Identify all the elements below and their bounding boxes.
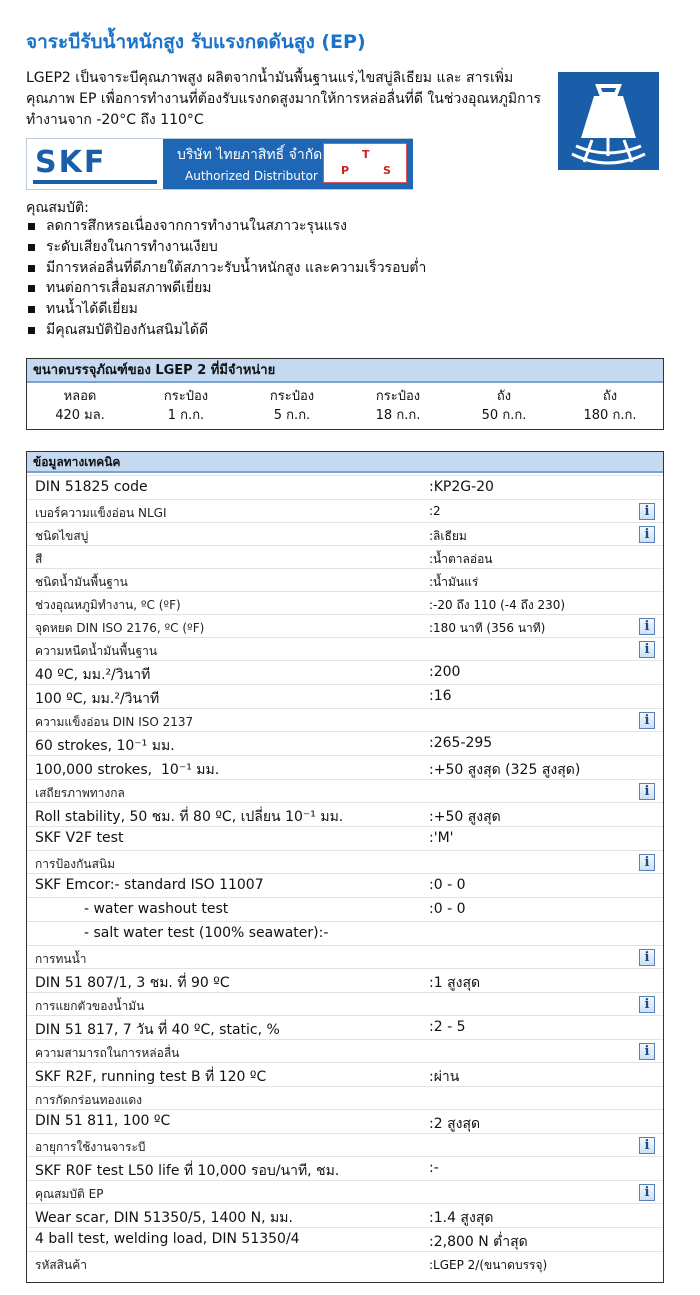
packaging-cell: [557, 383, 663, 425]
spec-heading-row: [27, 850, 663, 873]
spec-value: :KP2G-20: [429, 479, 494, 495]
spec-label: ชนิดไขสบู่: [35, 529, 89, 543]
spec-label: คุณสมบัติ EP: [35, 1187, 104, 1201]
spec-row: [27, 731, 663, 755]
spec-label: รหัสสินค้า: [35, 1258, 87, 1272]
spec-label: ชนิดน้ำมันพื้นฐาน: [35, 575, 128, 589]
spec-label: เสถียรภาพทางกล: [35, 786, 125, 800]
spec-value: :-20 ถึง 110 (-4 ถึง 230): [429, 598, 566, 612]
spec-heading-row: [27, 945, 663, 968]
spec-label: จุดหยด DIN ISO 2176, ºC (ºF): [35, 621, 205, 635]
packaging-type: หลอด: [63, 389, 97, 404]
property-item: มีคุณสมบัติป้องกันสนิมได้ดี: [26, 320, 426, 341]
spec-value: :16: [429, 688, 452, 704]
spec-value: :+50 สูงสุด: [429, 809, 501, 825]
spec-heading-row: [27, 545, 663, 568]
packaging-table: [26, 358, 664, 430]
intro-text: LGEP2 เป็นจาระบีคุณภาพสูง ผลิตจากน้ำมันพื้นฐานแร่,ไขสบู่ลิเธียม และ สารเพิ่มคุณภาพ EP เพื่อการทำงานที่ต้องรับแรงกดสูงมากให้การหล่อลื่นที่ดี ในช่วงอุณหภูมิการทำงานจาก -20°C ถึง 110°C: [26, 70, 541, 128]
spec-row: [27, 1203, 663, 1227]
spec-label: สี: [35, 552, 43, 566]
skf-logo: [27, 139, 162, 189]
spec-row: [27, 1062, 663, 1086]
spec-label: อายุการใช้งานจาระบี: [35, 1140, 146, 1154]
spec-label: DIN 51825 code: [35, 479, 148, 495]
technical-title: ข้อมูลทางเทคนิค: [27, 452, 663, 473]
packaging-type: ถัง: [602, 389, 618, 404]
spec-label: การกัดกร่อนทองแดง: [35, 1093, 142, 1107]
spec-value: :2 สูงสุด: [429, 1116, 481, 1132]
spec-row: [27, 475, 663, 499]
packaging-cell: [133, 383, 239, 425]
spec-heading-row: [27, 591, 663, 614]
spec-heading-row: [27, 779, 663, 802]
distributor-banner: [26, 138, 413, 190]
pts-letter: T: [362, 148, 370, 161]
properties-list: [26, 216, 426, 341]
info-icon[interactable]: i: [639, 641, 655, 658]
spec-value: :น้ำมันแร่: [429, 575, 479, 589]
spec-value: :0 - 0: [429, 901, 466, 917]
info-icon[interactable]: i: [639, 949, 655, 966]
spec-row: [27, 826, 663, 850]
spec-value: :'M': [429, 830, 454, 846]
page-title: จาระบีรับน้ำหนักสูง รับแรงกดดันสูง (EP): [26, 31, 366, 53]
packaging-cell: [239, 383, 345, 425]
spec-heading-row: [27, 1086, 663, 1109]
packaging-type: ถัง: [496, 389, 512, 404]
packaging-size: 50 ก.ก.: [481, 408, 527, 423]
spec-label: SKF R0F test L50 life ที่ 10,000 รอบ/นาที, ชม.: [35, 1163, 340, 1179]
spec-value: :2,800 N ต่ำสุด: [429, 1234, 528, 1250]
spec-value: :LGEP 2/(ขนาดบรรจุ): [429, 1258, 548, 1272]
info-icon[interactable]: i: [639, 1043, 655, 1060]
logo-underline: [33, 180, 157, 184]
packaging-cell: [345, 383, 451, 425]
heavy-load-icon: [558, 72, 659, 170]
info-icon[interactable]: i: [639, 712, 655, 729]
spec-row: [27, 1015, 663, 1039]
spec-heading-row: [27, 1180, 663, 1203]
spec-heading-row: [27, 614, 663, 637]
spec-label: 4 ball test, welding load, DIN 51350/4: [35, 1231, 300, 1247]
info-icon[interactable]: i: [639, 503, 655, 520]
packaging-cell: [27, 383, 133, 425]
packaging-title: ขนาดบรรจุภัณฑ์ของ LGEP 2 ที่มีจำหน่าย: [27, 359, 663, 383]
spec-heading-row: [27, 1039, 663, 1062]
distributor-panel: [163, 139, 413, 189]
spec-heading-row: [27, 568, 663, 591]
spec-value: :-: [429, 1160, 439, 1176]
property-item: มีการหล่อลื่นที่ดีภายใต้สภาวะรับน้ำหนักสูง และความเร็วรอบต่ำ: [26, 258, 426, 279]
spec-value: :0 - 0: [429, 877, 466, 893]
spec-value: :น้ำตาลอ่อน: [429, 552, 493, 566]
properties-label: คุณสมบัติ:: [26, 200, 89, 216]
pts-letter: S: [383, 164, 391, 177]
spec-label: Roll stability, 50 ชม. ที่ 80 ºC, เปลี่ยน 10⁻¹ มม.: [35, 809, 344, 825]
spec-label: การทนน้ำ: [35, 952, 87, 966]
spec-label: SKF Emcor:- standard ISO 11007: [35, 877, 264, 893]
spec-heading-row: [27, 1133, 663, 1156]
spec-label: 60 strokes, 10⁻¹ มม.: [35, 738, 175, 754]
spec-row: [27, 802, 663, 826]
spec-value: :180 นาที (356 นาที): [429, 621, 546, 635]
info-icon[interactable]: i: [639, 526, 655, 543]
spec-label: 100 ºC, มม.²/วินาที: [35, 691, 160, 707]
spec-value: :+50 สูงสุด (325 สูงสุด): [429, 762, 581, 778]
spec-row: [27, 873, 663, 897]
property-item: ทนต่อการเสื่อมสภาพดีเยี่ยม: [26, 278, 426, 299]
spec-heading-row: [27, 499, 663, 522]
spec-row: [27, 1109, 663, 1133]
spec-value: :200: [429, 664, 461, 680]
packaging-size: 5 ก.ก.: [273, 408, 311, 423]
distributor-label: Authorized Distributor: [185, 169, 318, 183]
spec-heading-row: [27, 637, 663, 660]
pts-letter: P: [341, 164, 350, 177]
spec-value: :1 สูงสุด: [429, 975, 481, 991]
pts-logo: [323, 143, 407, 183]
spec-label: ความหนืดน้ำมันพื้นฐาน: [35, 644, 158, 658]
packaging-type: กระป๋อง: [163, 389, 209, 404]
info-icon[interactable]: i: [639, 996, 655, 1013]
packaging-size: 18 ก.ก.: [375, 408, 421, 423]
spec-label: ความแข็งอ่อน DIN ISO 2137: [35, 715, 194, 729]
spec-label: - salt water test (100% seawater):-: [35, 925, 329, 941]
technical-table: [26, 451, 664, 1283]
spec-label: SKF V2F test: [35, 830, 124, 846]
spec-label: ช่วงอุณหภูมิทำงาน, ºC (ºF): [35, 598, 181, 612]
spec-label: Wear scar, DIN 51350/5, 1400 N, มม.: [35, 1210, 293, 1226]
spec-row: [27, 968, 663, 992]
packaging-size: 1 ก.ก.: [167, 408, 205, 423]
packaging-type: กระป๋อง: [375, 389, 421, 404]
spec-row: [27, 684, 663, 708]
spec-label: เบอร์ความแข็งอ่อน NLGI: [35, 506, 167, 520]
packaging-size: 180 ก.ก.: [583, 408, 637, 423]
info-icon[interactable]: i: [639, 783, 655, 800]
spec-value: :2: [429, 504, 441, 518]
company-name: บริษัท ไทยภาสิทธิ์ จำกัด: [177, 147, 323, 163]
spec-value: :2 - 5: [429, 1019, 466, 1035]
spec-row: [27, 755, 663, 779]
spec-row: [27, 1227, 663, 1251]
spec-label: 40 ºC, มม.²/วินาที: [35, 667, 151, 683]
info-icon[interactable]: i: [639, 1184, 655, 1201]
packaging-row: [27, 383, 663, 425]
spec-row: [27, 921, 663, 945]
spec-label: 100,000 strokes, 10⁻¹ มม.: [35, 762, 220, 778]
property-item: ลดการสึกหรอเนื่องจากการทำงานในสภาวะรุนแรง: [26, 216, 426, 237]
spec-value: :265-295: [429, 735, 493, 751]
spec-value: :1.4 สูงสุด: [429, 1210, 494, 1226]
spec-row: [27, 660, 663, 684]
spec-row: [27, 1156, 663, 1180]
spec-value: :ลิเธียม: [429, 529, 467, 543]
spec-heading-row: [27, 708, 663, 731]
property-item: ทนน้ำได้ดีเยี่ยม: [26, 299, 426, 320]
spec-heading-row: [27, 1251, 663, 1274]
spec-label: - water washout test: [35, 901, 229, 917]
info-icon[interactable]: i: [639, 1137, 655, 1154]
spec-label: SKF R2F, running test B ที่ 120 ºC: [35, 1069, 267, 1085]
spec-label: การแยกตัวของน้ำมัน: [35, 999, 145, 1013]
info-icon[interactable]: i: [639, 854, 655, 871]
spec-label: การป้องกันสนิม: [35, 857, 116, 871]
spec-heading-row: [27, 522, 663, 545]
info-icon[interactable]: i: [639, 618, 655, 635]
spec-heading-row: [27, 992, 663, 1015]
skf-logo-text: SKF: [35, 145, 107, 180]
spec-label: DIN 51 807/1, 3 ชม. ที่ 90 ºC: [35, 975, 230, 991]
spec-row: [27, 897, 663, 921]
packaging-type: กระป๋อง: [269, 389, 315, 404]
spec-label: ความสามารถในการหล่อลื่น: [35, 1046, 180, 1060]
spec-label: DIN 51 811, 100 ºC: [35, 1113, 171, 1129]
spec-label: DIN 51 817, 7 วัน ที่ 40 ºC, static, %: [35, 1022, 280, 1038]
property-item: ระดับเสียงในการทำงานเงียบ: [26, 237, 426, 258]
packaging-cell: [451, 383, 557, 425]
packaging-size: 420 มล.: [55, 408, 105, 423]
spec-value: :ผ่าน: [429, 1069, 460, 1085]
